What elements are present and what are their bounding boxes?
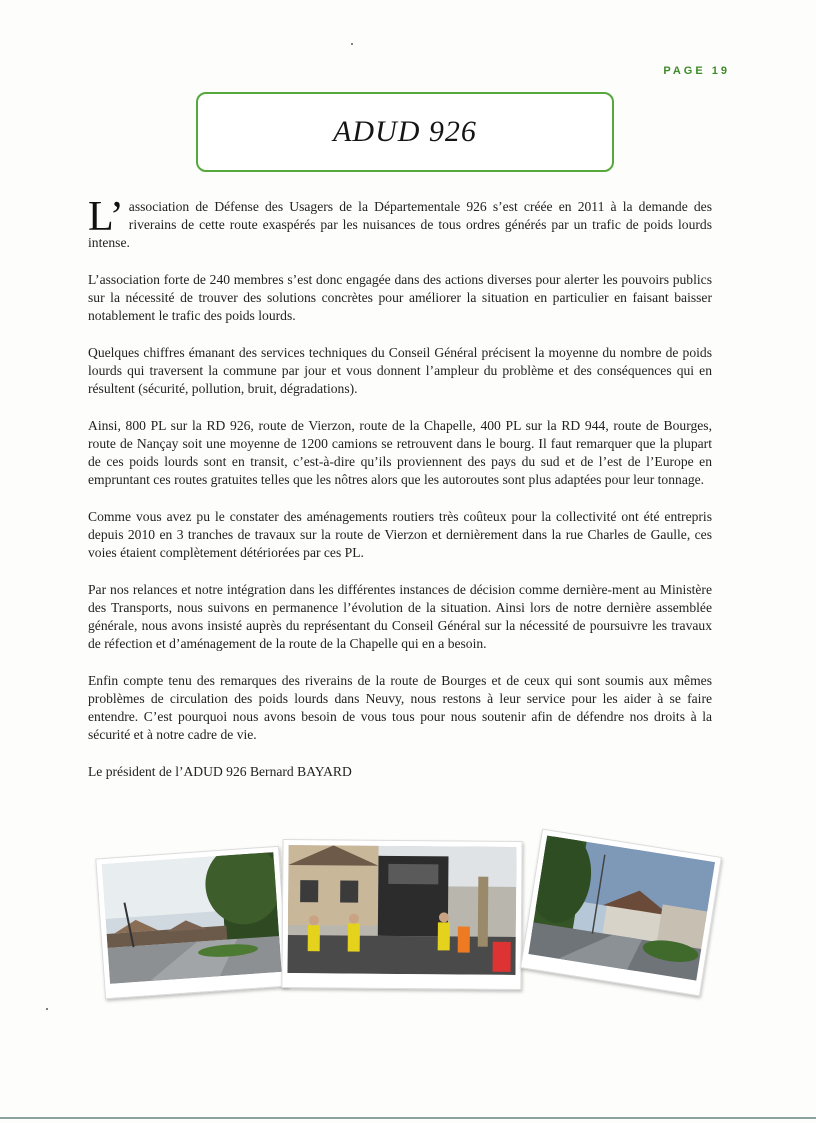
paragraph-intro: L’association de Défense des Usagers de la Départementale 926 s’est créée en 2011 à la demande des riverains de cette route exaspérés par les nuisances de tous ordres générés par un trafic de poids lourds intense. [88,194,712,250]
paragraph-roadworks: Comme vous avez pu le constater des aménagements routiers très coûteux pour la collectivité ont été entrepris depuis 2010 en 3 tranches de travaux sur la route de Vierzon et dernièrement dans la rue Charles de Gaulle, ces voies étaient complètement détériorées par ces PL. [88,509,712,560]
photo-road-workers [281,839,522,990]
roadworks-image [287,845,516,975]
signature: Le président de l’ADUD 926 Bernard BAYARD [88,764,352,779]
article-title: ADUD 926 [333,115,477,148]
paragraph-figures: Quelques chiffres émanant des services techniques du Conseil Général précisent la moyenne du nombre de poids lourds qui traversent la commune par jour et vous donnent l’ampleur du problème et des conséquences qui en résultent (sécurité, pollution, bruit, dégradations). [88,345,712,396]
paragraph-membership: L’association forte de 240 membres s’est donc engagée dans des actions diverses pour alerter les pouvoirs publics sur la nécessité de trouver des solutions concrètes pour améliorer la situation en particulier en faisant baisser notablement le trafic des poids lourds. [88,272,712,323]
scan-edge-line [0,1117,816,1119]
residential-street-image [528,835,715,980]
scan-speck [46,1008,48,1010]
paragraph-actions: Par nos relances et notre intégration dans les différentes instances de décision comme dernière-ment au Ministère des Transports, nous suivons en permanence l’évolution de la situation. Ainsi lors de notre dernière assemblée générale, nous avons insisté auprès du représentant du Conseil Général sur la nécessité de poursuivre les travaux de réfection et d’aménagement de la route de la Chapelle qui en a besoin. [88,582,712,651]
scan-speck [351,43,353,45]
page-number: PAGE 19 [663,65,730,77]
paragraph-traffic: Ainsi, 800 PL sur la RD 926, route de Vierzon, route de la Chapelle, 400 PL sur la RD 944, route de Bourges, route de Nançay soit une moyenne de 1200 camions se retrouvent dans le bourg. Il faut remarquer que la plupart de ces poids lourds sont en transit, c’est-à-dire qu’ils proviennent des pays du sud et de l’est de l’Europe en empruntant ces routes gratuites telles que les nôtres alors que les autoroutes sont plus adaptées pour leur tonnage. [88,418,712,487]
title-box [196,92,614,172]
paragraph-conclusion: Enfin compte tenu des remarques des riverains de la route de Bourges et de ceux qui sont soumis aux mêmes problèmes de circulation des poids lourds dans Neuvy, nous restons à leur service pour les aider à se faire entendre. C’est pourquoi nous avons besoin de vous tous pour nous soutenir afin de défendre nos droits à la sécurité et à notre cadre de vie. [88,673,712,742]
article-body [88,194,712,800]
photo-street-trees [95,846,288,999]
street-scene-image [102,852,282,984]
photo-residential-street [520,829,722,997]
